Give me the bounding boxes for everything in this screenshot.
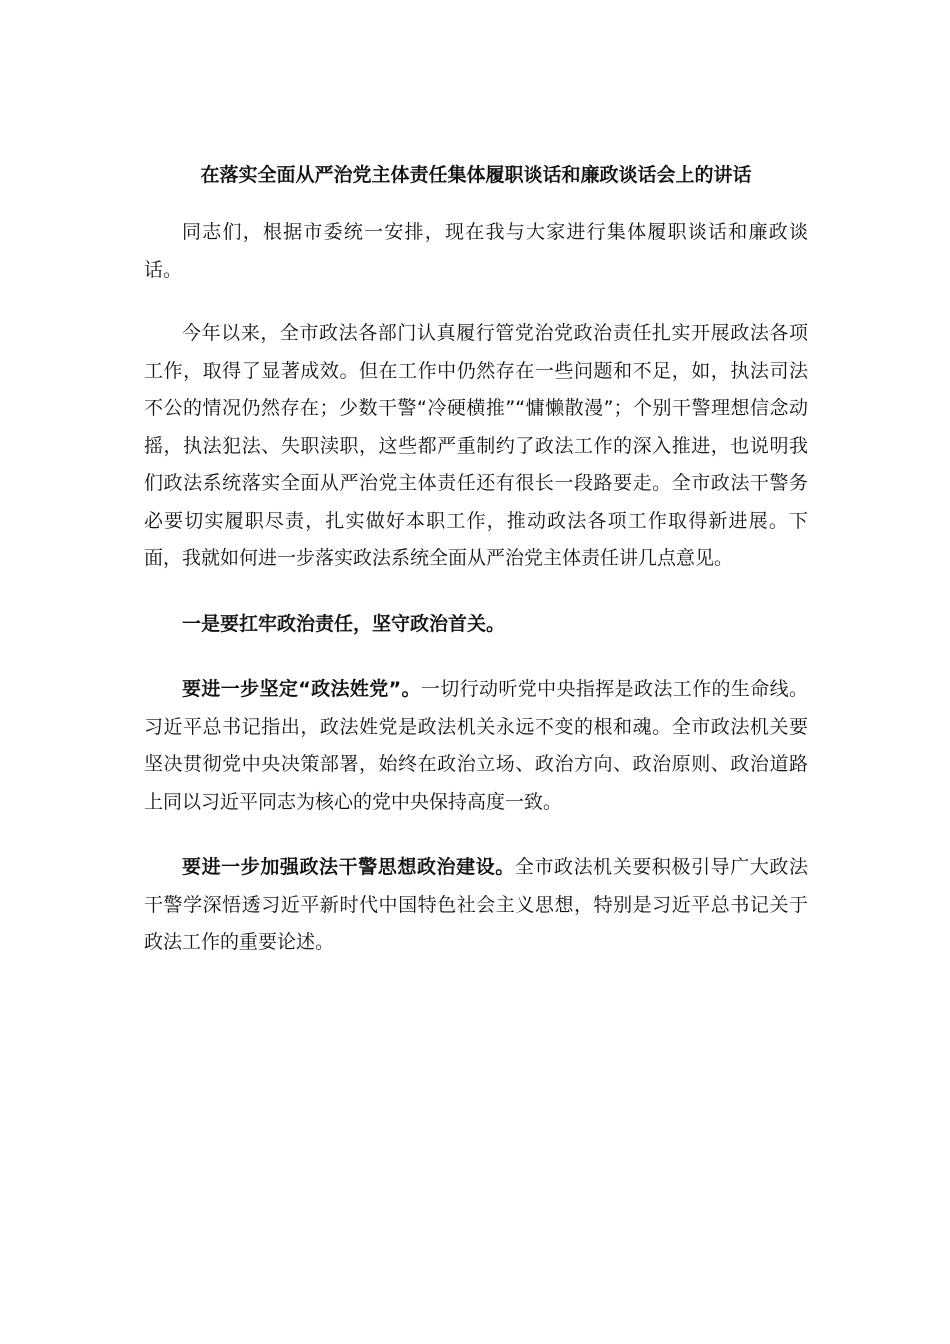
paragraph-overview: 今年以来，全市政法各部门认真履行管党治党政治责任扎实开展政法各项工作，取得了显著成效。但在工作中仍然存在一些问题和不足，如，执法司法不公的情况仍然存在；少数干警“冷硬横推”“慵懒散漫”；个别干警理想信念动摇，执法犯法、失职渎职，这些都严重制约了政法工作的深入推进，也说明我们政法系统落实全面从严治党主体责任还有很长一段路要走。全市政法干警务必要切实履职尽责，扎实做好本职工作，推动政法各项工作取得新进展。下面，我就如何进一步落实政法系统全面从严治党主体责任讲几点意见。 [144, 322, 808, 569]
paragraph-politics [144, 671, 808, 821]
paragraph-text: 一切行动听党中央指挥是政法工作的生命线。习近平总书记指出，政法姓党是政法机关永远不变的根和魂。全市政法机关要坚决贯彻党中央决策部署，始终在政治立场、政治方向、政治原则、政治道路上同以习近平同志为核心的党中央保持高度一致。 [144, 678, 808, 813]
section-heading-1: 一是要扛牢政治责任，坚守政治首关。 [182, 612, 506, 635]
paragraph-ideology [144, 849, 808, 962]
document-body [144, 156, 808, 962]
paragraph-lead: 要进一步坚定“政法姓党”。 [182, 678, 421, 700]
paragraph-text: 全市政法机关要积极引导广大政法干警学深悟透习近平新时代中国特色社会主义思想，特别是习近平总书记关于政法工作的重要论述。 [144, 856, 808, 953]
paragraph-lead: 要进一步加强政法干警思想政治建设。 [182, 856, 515, 878]
document-title: 在落实全面从严治党主体责任集体履职谈话和廉政谈话会上的讲话 [200, 164, 752, 186]
paragraph-greeting: 同志们，根据市委统一安排，现在我与大家进行集体履职谈话和廉政谈话。 [144, 221, 808, 281]
